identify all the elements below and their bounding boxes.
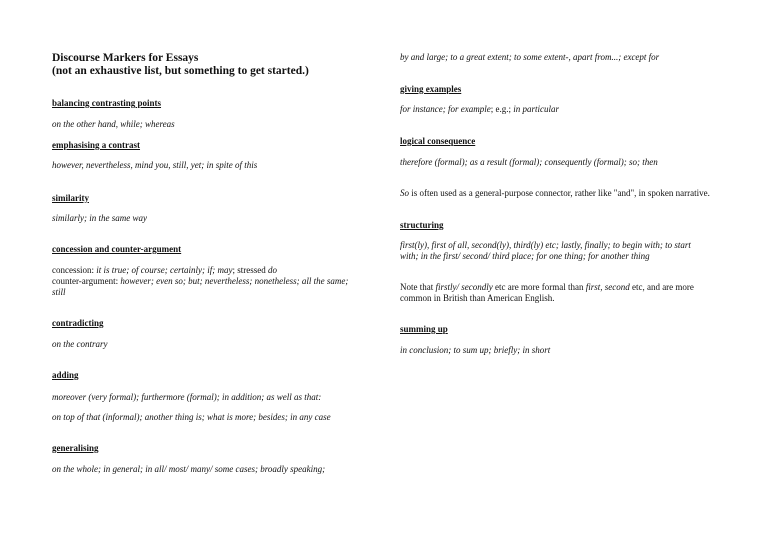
note-part-a: Note that: [400, 282, 436, 292]
text-summing-up: in conclusion; to sum up; briefly; in short: [400, 345, 551, 355]
text-adding-2: on top of that (informal); another thing is; what is more; besides; in any case: [52, 412, 331, 422]
counter-argument-prefix: counter-argument:: [52, 276, 121, 286]
heading-summing-up: summing up: [400, 324, 448, 334]
concession-prefix: concession:: [52, 265, 97, 275]
title-line-1: Discourse Markers for Essays: [52, 52, 199, 64]
text-contradicting: on the contrary: [52, 339, 108, 349]
examples-part-2: ; e.g.;: [490, 104, 514, 114]
text-structuring: first(ly), first of all, second(ly), third(ly) etc; lastly, finally; to begin with; to start with; in the first/ second/ third place; for one thing; for another thing: [400, 240, 691, 261]
title-line-2: (not an exhaustive list, but something to get started.): [52, 65, 309, 77]
heading-giving-examples: giving examples: [400, 84, 462, 94]
heading-generalising: generalising: [52, 443, 99, 453]
note-part-e: etc, and are more common in British than American English.: [400, 282, 694, 303]
text-so-note: [400, 188, 710, 199]
text-emphasising: however, nevertheless, mind you, still, yet; in spite of this: [52, 160, 258, 170]
text-giving-examples: [400, 104, 559, 115]
heading-similarity: similarity: [52, 193, 89, 203]
text-balancing: on the other hand, while; whereas: [52, 119, 175, 129]
heading-structuring: structuring: [400, 220, 444, 230]
heading-contradicting: contradicting: [52, 318, 104, 328]
text-logical-consequence: therefore (formal); as a result (formal); consequently (formal); so; then: [400, 157, 658, 167]
note-part-d: first, second: [585, 282, 630, 292]
examples-part-3: in particular: [513, 104, 559, 114]
text-concession: [52, 265, 357, 298]
heading-adding: adding: [52, 370, 79, 380]
so-note-rest: is often used as a general-purpose connector, rather like "and", in spoken narrative.: [409, 188, 710, 198]
heading-emphasising: emphasising a contrast: [52, 140, 141, 150]
text-generalising: on the whole; in general; in all/ most/ many/ some cases; broadly speaking;: [52, 464, 326, 474]
so-word: So: [400, 188, 409, 198]
heading-logical-consequence: logical consequence: [400, 136, 476, 146]
text-adding-1: moreover (very formal); furthermore (formal); in addition; as well as that:: [52, 392, 322, 402]
text-generalising-continued: by and large; to a great extent; to some extent-, apart from...; except for: [400, 52, 660, 62]
text-formality-note: [400, 282, 710, 304]
counter-argument-italic: however; even so; but; nevertheless; nonetheless; all the same; still: [52, 276, 349, 297]
note-part-b: firstly/ secondly: [435, 282, 493, 292]
concession-italic: it is true; of course; certainly; if; may: [96, 265, 233, 275]
text-similarity: similarly; in the same way: [52, 213, 147, 223]
document-title: [52, 52, 309, 78]
concession-mid: ; stressed: [232, 265, 268, 275]
note-part-c: etc are more formal than: [492, 282, 586, 292]
examples-part-1: for instance; for example: [400, 104, 491, 114]
heading-concession: concession and counter-argument: [52, 244, 182, 254]
concession-do: do: [267, 265, 277, 275]
heading-balancing: balancing contrasting points: [52, 98, 162, 108]
